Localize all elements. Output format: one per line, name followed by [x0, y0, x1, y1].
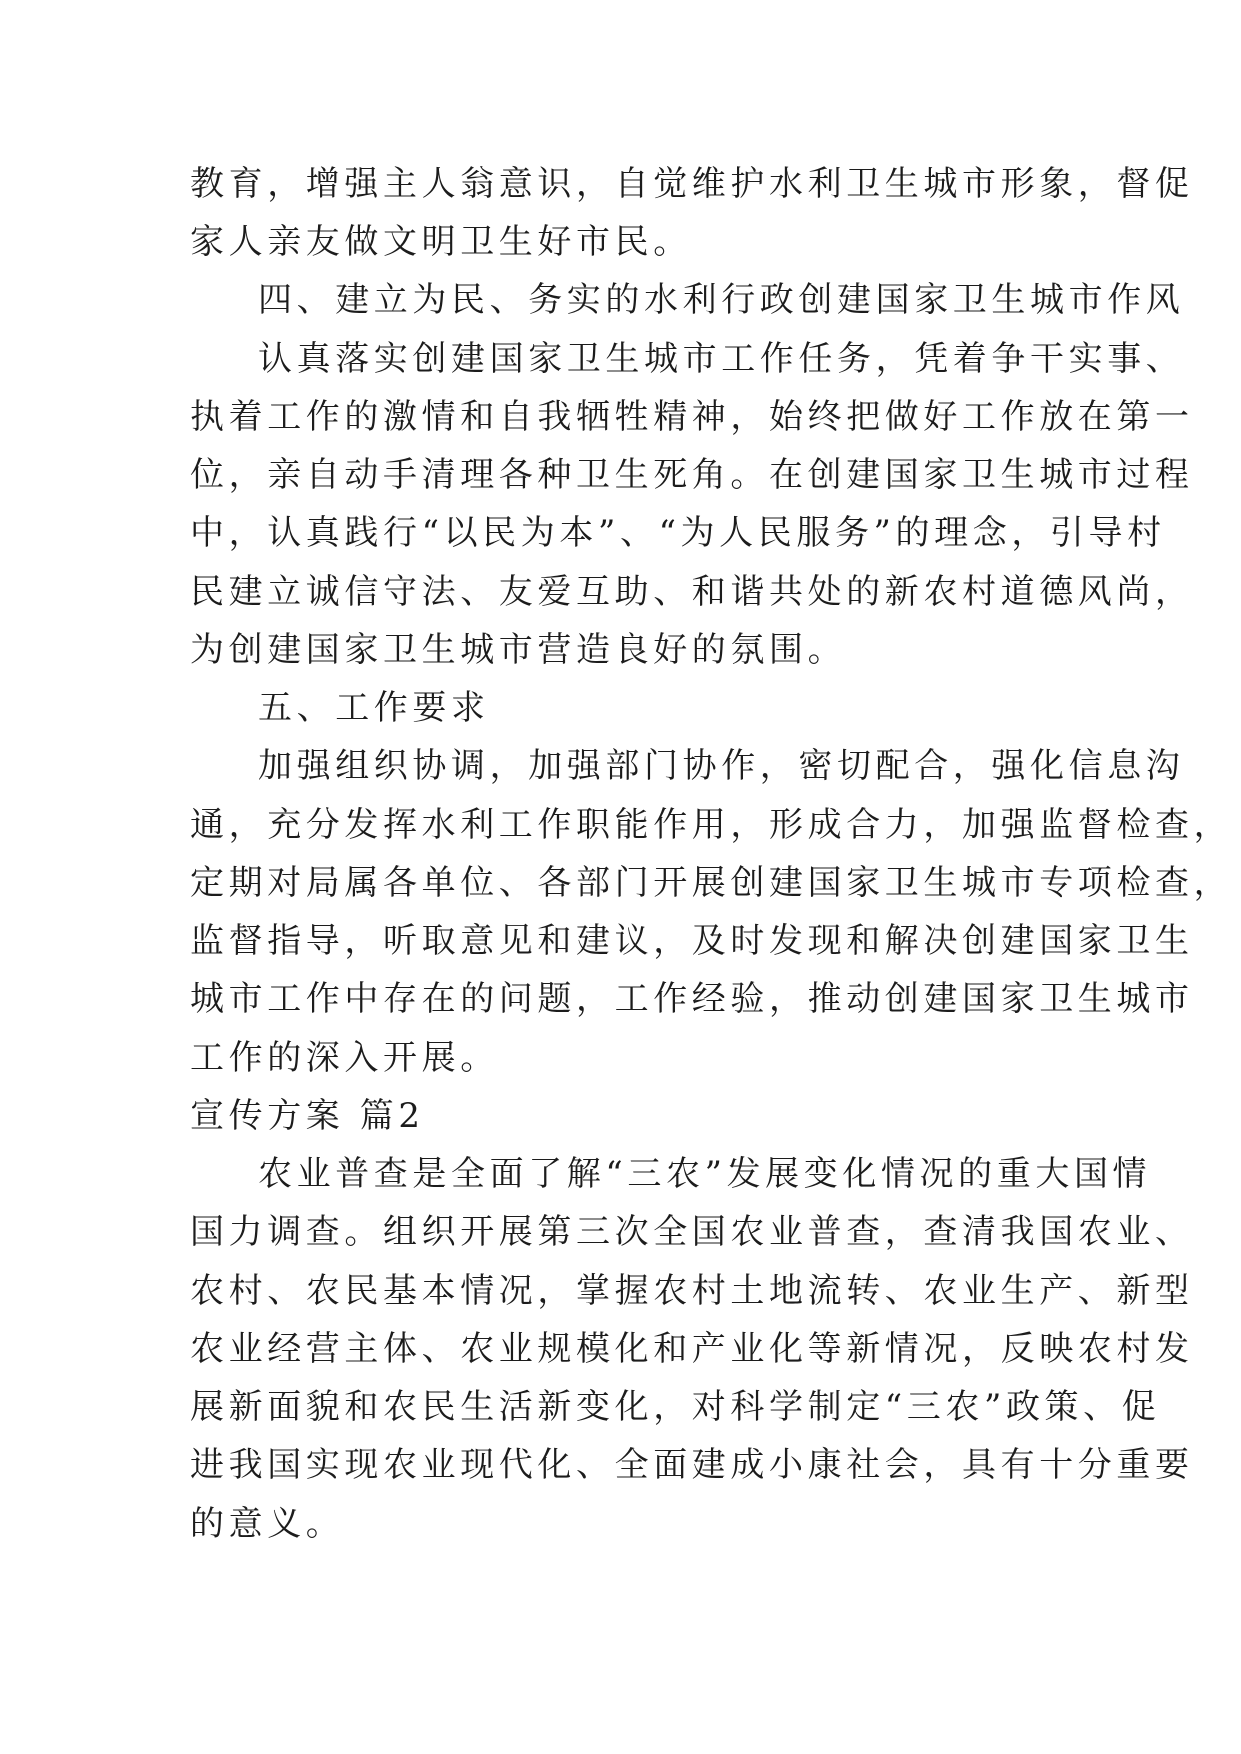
paragraph-start-line: 农业普查是全面了解“三农”发展变化情况的重大国情	[258, 1154, 1152, 1194]
body-text-line: 监督指导，听取意见和建议，及时发现和解决创建国家卫生	[190, 921, 1194, 961]
body-text-line: 家人亲友做文明卫生好市民。	[190, 222, 692, 262]
paragraph-start-line: 加强组织协调，加强部门协作，密切配合，强化信息沟	[258, 746, 1185, 786]
body-text-line: 展新面貌和农民生活新变化，对科学制定“三农”政策、促	[190, 1387, 1161, 1427]
body-text-line: 中，认真践行“以民为本”、“为人民服务”的理念，引导村	[190, 513, 1166, 553]
body-text-line: 城市工作中存在的问题，工作经验，推动创建国家卫生城市	[190, 979, 1194, 1019]
body-text-line: 教育，增强主人翁意识，自觉维护水利卫生城市形象，督促	[190, 164, 1194, 204]
body-text-line: 农村、农民基本情况，掌握农村土地流转、农业生产、新型	[190, 1271, 1194, 1311]
body-text-line: 位，亲自动手清理各种卫生死角。在创建国家卫生城市过程	[190, 455, 1194, 495]
section-heading-5: 五、工作要求	[258, 688, 490, 728]
section-heading-4: 四、建立为民、务实的水利行政创建国家卫生城市作风	[258, 280, 1185, 320]
paragraph-start-line: 认真落实创建国家卫生城市工作任务，凭着争干实事、	[258, 339, 1185, 379]
body-text-line: 执着工作的激情和自我牺牲精神，始终把做好工作放在第一	[190, 397, 1194, 437]
body-text-line: 民建立诚信守法、友爱互助、和谐共处的新农村道德风尚，	[190, 572, 1194, 612]
body-text-line: 国力调查。组织开展第三次全国农业普查，查清我国农业、	[190, 1212, 1194, 1252]
body-text-line: 定期对局属各单位、各部门开展创建国家卫生城市专项检查，	[190, 863, 1233, 903]
body-text-line: 进我国实现农业现代化、全面建成小康社会，具有十分重要	[190, 1445, 1194, 1485]
body-text-line: 为创建国家卫生城市营造良好的氛围。	[190, 630, 847, 670]
article-subtitle: 宣传方案 篇2	[190, 1096, 425, 1136]
body-text-line: 的意义。	[190, 1504, 345, 1544]
body-text-line: 通，充分发挥水利工作职能作用，形成合力，加强监督检查，	[190, 805, 1233, 845]
body-text-line: 工作的深入开展。	[190, 1038, 499, 1078]
body-text-line: 农业经营主体、农业规模化和产业化等新情况，反映农村发	[190, 1329, 1194, 1369]
